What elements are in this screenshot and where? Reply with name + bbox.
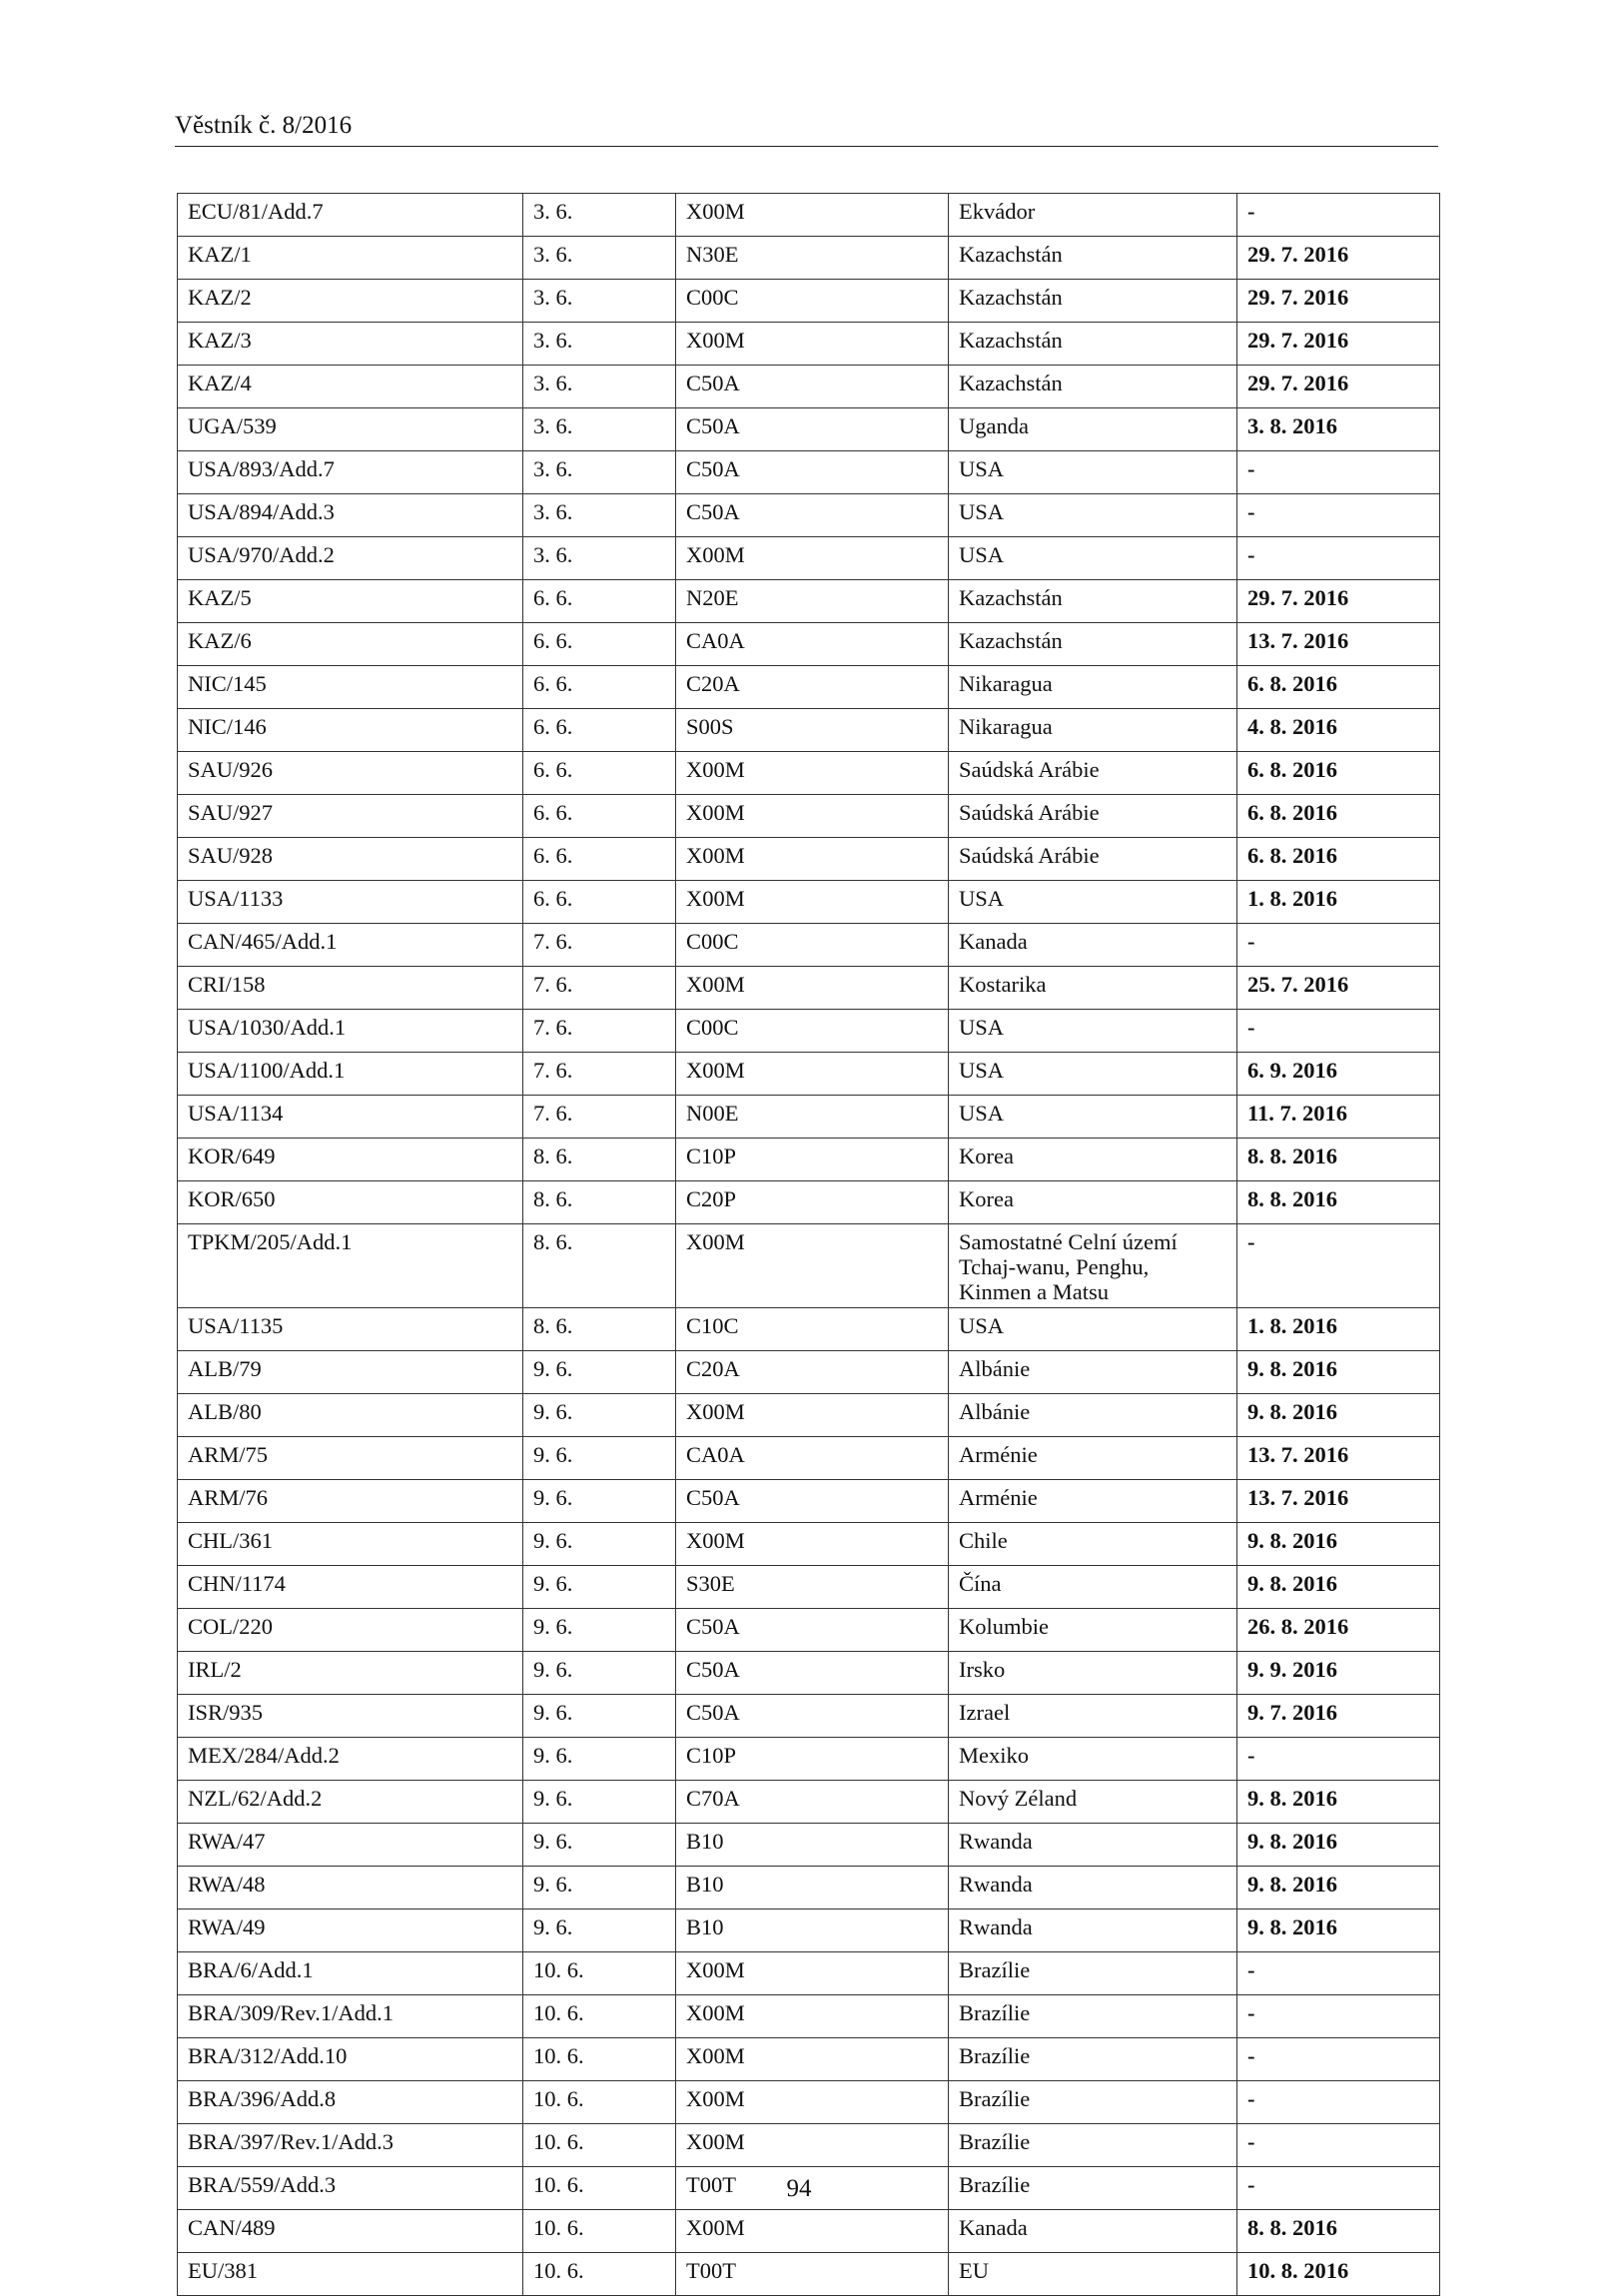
date-due-cell: 1. 8. 2016 <box>1237 881 1440 924</box>
date-received-cell: 9. 6. <box>523 1910 676 1952</box>
document-code-cell: CAN/465/Add.1 <box>178 924 523 967</box>
product-code-cell: X00M <box>676 1224 949 1308</box>
document-code-cell: NZL/62/Add.2 <box>178 1781 523 1824</box>
date-received-cell: 10. 6. <box>523 2253 676 2296</box>
country-cell: Brazílie <box>949 2124 1237 2167</box>
product-code-cell: C50A <box>676 494 949 537</box>
table-row <box>178 451 1440 494</box>
country-cell: Mexiko <box>949 1738 1237 1781</box>
document-code-cell: BRA/396/Add.8 <box>178 2081 523 2124</box>
date-due-cell: 9. 8. 2016 <box>1237 1867 1440 1910</box>
date-due-cell: 8. 8. 2016 <box>1237 1181 1440 1224</box>
table-row <box>178 366 1440 408</box>
table-row <box>178 1824 1440 1867</box>
date-due-cell: 9. 7. 2016 <box>1237 1695 1440 1738</box>
document-code-cell: SAU/926 <box>178 752 523 795</box>
date-due-cell: 26. 8. 2016 <box>1237 1609 1440 1652</box>
country-cell: Nový Zéland <box>949 1781 1237 1824</box>
date-due-cell: 29. 7. 2016 <box>1237 366 1440 408</box>
product-code-cell: C70A <box>676 1781 949 1824</box>
product-code-cell: T00T <box>676 2253 949 2296</box>
country-cell: Kostarika <box>949 967 1237 1010</box>
date-received-cell: 9. 6. <box>523 1609 676 1652</box>
table-row <box>178 838 1440 881</box>
product-code-cell: X00M <box>676 1952 949 1995</box>
country-cell: Brazílie <box>949 1952 1237 1995</box>
country-cell: Korea <box>949 1181 1237 1224</box>
date-received-cell: 3. 6. <box>523 280 676 323</box>
country-cell: Kazachstán <box>949 323 1237 366</box>
date-received-cell: 3. 6. <box>523 451 676 494</box>
country-cell: USA <box>949 451 1237 494</box>
date-due-cell: 29. 7. 2016 <box>1237 280 1440 323</box>
country-cell: USA <box>949 881 1237 924</box>
product-code-cell: X00M <box>676 1394 949 1437</box>
date-due-cell: - <box>1237 2167 1440 2210</box>
date-due-cell: 9. 9. 2016 <box>1237 1652 1440 1695</box>
date-received-cell: 7. 6. <box>523 924 676 967</box>
date-due-cell: - <box>1237 2038 1440 2081</box>
country-cell: Brazílie <box>949 2038 1237 2081</box>
date-due-cell: 6. 8. 2016 <box>1237 795 1440 838</box>
date-due-cell: 29. 7. 2016 <box>1237 237 1440 280</box>
country-cell: Samostatné Celní území Tchaj-wanu, Penghu, Kinmen a Matsu <box>949 1224 1237 1308</box>
date-due-cell: 8. 8. 2016 <box>1237 1139 1440 1181</box>
date-received-cell: 7. 6. <box>523 1010 676 1053</box>
document-code-cell: TPKM/205/Add.1 <box>178 1224 523 1308</box>
product-code-cell: C50A <box>676 1609 949 1652</box>
date-received-cell: 3. 6. <box>523 494 676 537</box>
table-row <box>178 237 1440 280</box>
table-row <box>178 408 1440 451</box>
product-code-cell: X00M <box>676 2210 949 2253</box>
date-received-cell: 9. 6. <box>523 1480 676 1523</box>
country-cell: Kazachstán <box>949 237 1237 280</box>
table-row <box>178 1224 1440 1308</box>
table-row <box>178 1652 1440 1695</box>
product-code-cell: X00M <box>676 194 949 237</box>
country-cell: USA <box>949 1010 1237 1053</box>
country-cell: Brazílie <box>949 2167 1237 2210</box>
document-code-cell: SAU/927 <box>178 795 523 838</box>
product-code-cell: X00M <box>676 967 949 1010</box>
country-cell: Brazílie <box>949 2081 1237 2124</box>
table-row <box>178 1437 1440 1480</box>
date-received-cell: 10. 6. <box>523 2210 676 2253</box>
date-received-cell: 9. 6. <box>523 1738 676 1781</box>
country-cell: Chile <box>949 1523 1237 1566</box>
country-cell: Kanada <box>949 2210 1237 2253</box>
date-due-cell: - <box>1237 2124 1440 2167</box>
table-row <box>178 1523 1440 1566</box>
table-row <box>178 1781 1440 1824</box>
date-due-cell: 9. 8. 2016 <box>1237 1910 1440 1952</box>
country-cell: USA <box>949 494 1237 537</box>
table-row <box>178 924 1440 967</box>
table-row <box>178 666 1440 709</box>
date-received-cell: 3. 6. <box>523 408 676 451</box>
date-received-cell: 9. 6. <box>523 1566 676 1609</box>
date-due-cell: - <box>1237 451 1440 494</box>
date-due-cell: 1. 8. 2016 <box>1237 1308 1440 1351</box>
date-received-cell: 3. 6. <box>523 323 676 366</box>
country-cell: Rwanda <box>949 1910 1237 1952</box>
document-code-cell: CRI/158 <box>178 967 523 1010</box>
bulletin-title: Věstník č. 8/2016 <box>175 112 353 139</box>
country-cell: Kolumbie <box>949 1609 1237 1652</box>
document-code-cell: USA/1100/Add.1 <box>178 1053 523 1096</box>
table-row <box>178 2210 1440 2253</box>
table-row <box>178 323 1440 366</box>
table-row <box>178 1995 1440 2038</box>
document-code-cell: KOR/649 <box>178 1139 523 1181</box>
product-code-cell: X00M <box>676 323 949 366</box>
country-cell: Kanada <box>949 924 1237 967</box>
document-code-cell: UGA/539 <box>178 408 523 451</box>
country-cell: Izrael <box>949 1695 1237 1738</box>
date-due-cell: 9. 8. 2016 <box>1237 1351 1440 1394</box>
table-row <box>178 494 1440 537</box>
notifications-table <box>177 193 1440 2296</box>
product-code-cell: X00M <box>676 795 949 838</box>
date-received-cell: 9. 6. <box>523 1695 676 1738</box>
product-code-cell: C20P <box>676 1181 949 1224</box>
date-received-cell: 10. 6. <box>523 2124 676 2167</box>
date-received-cell: 6. 6. <box>523 795 676 838</box>
date-due-cell: 4. 8. 2016 <box>1237 709 1440 752</box>
date-due-cell: 6. 8. 2016 <box>1237 752 1440 795</box>
date-received-cell: 10. 6. <box>523 1952 676 1995</box>
product-code-cell: C50A <box>676 408 949 451</box>
document-code-cell: KAZ/4 <box>178 366 523 408</box>
table-row <box>178 1139 1440 1181</box>
date-due-cell: 13. 7. 2016 <box>1237 1437 1440 1480</box>
table-row <box>178 1566 1440 1609</box>
country-cell: EU <box>949 2253 1237 2296</box>
table-row <box>178 1181 1440 1224</box>
document-code-cell: NIC/146 <box>178 709 523 752</box>
date-due-cell: 9. 8. 2016 <box>1237 1566 1440 1609</box>
table-row <box>178 795 1440 838</box>
table-row <box>178 881 1440 924</box>
date-due-cell: 29. 7. 2016 <box>1237 323 1440 366</box>
country-cell: USA <box>949 537 1237 580</box>
document-code-cell: ALB/80 <box>178 1394 523 1437</box>
document-code-cell: RWA/47 <box>178 1824 523 1867</box>
product-code-cell: X00M <box>676 537 949 580</box>
product-code-cell: S00S <box>676 709 949 752</box>
country-cell: Albánie <box>949 1351 1237 1394</box>
document-code-cell: ECU/81/Add.7 <box>178 194 523 237</box>
country-cell: Arménie <box>949 1480 1237 1523</box>
table-row <box>178 1394 1440 1437</box>
document-code-cell: USA/894/Add.3 <box>178 494 523 537</box>
date-received-cell: 7. 6. <box>523 1096 676 1139</box>
document-code-cell: ARM/76 <box>178 1480 523 1523</box>
country-cell: USA <box>949 1308 1237 1351</box>
table-row <box>178 709 1440 752</box>
product-code-cell: C20A <box>676 666 949 709</box>
product-code-cell: X00M <box>676 1523 949 1566</box>
product-code-cell: X00M <box>676 2124 949 2167</box>
country-cell: Brazílie <box>949 1995 1237 2038</box>
document-code-cell: CHL/361 <box>178 1523 523 1566</box>
product-code-cell: X00M <box>676 838 949 881</box>
document-code-cell: USA/1134 <box>178 1096 523 1139</box>
country-cell: Irsko <box>949 1652 1237 1695</box>
product-code-cell: C00C <box>676 924 949 967</box>
country-cell: Ekvádor <box>949 194 1237 237</box>
document-code-cell: BRA/397/Rev.1/Add.3 <box>178 2124 523 2167</box>
country-cell: Kazachstán <box>949 580 1237 623</box>
document-code-cell: KAZ/3 <box>178 323 523 366</box>
date-received-cell: 9. 6. <box>523 1867 676 1910</box>
table-row <box>178 623 1440 666</box>
date-received-cell: 3. 6. <box>523 194 676 237</box>
table-row <box>178 1351 1440 1394</box>
date-due-cell: - <box>1237 194 1440 237</box>
document-code-cell: NIC/145 <box>178 666 523 709</box>
document-code-cell: CAN/489 <box>178 2210 523 2253</box>
product-code-cell: N00E <box>676 1096 949 1139</box>
date-due-cell: - <box>1237 494 1440 537</box>
date-due-cell: 6. 9. 2016 <box>1237 1053 1440 1096</box>
product-code-cell: C50A <box>676 1695 949 1738</box>
date-due-cell: - <box>1237 1995 1440 2038</box>
table-row <box>178 580 1440 623</box>
document-code-cell: BRA/309/Rev.1/Add.1 <box>178 1995 523 2038</box>
product-code-cell: N20E <box>676 580 949 623</box>
product-code-cell: B10 <box>676 1824 949 1867</box>
product-code-cell: X00M <box>676 2038 949 2081</box>
date-received-cell: 9. 6. <box>523 1652 676 1695</box>
document-code-cell: BRA/559/Add.3 <box>178 2167 523 2210</box>
date-received-cell: 6. 6. <box>523 580 676 623</box>
document-code-cell: ALB/79 <box>178 1351 523 1394</box>
product-code-cell: X00M <box>676 2081 949 2124</box>
date-due-cell: 25. 7. 2016 <box>1237 967 1440 1010</box>
document-code-cell: RWA/48 <box>178 1867 523 1910</box>
date-due-cell: - <box>1237 2081 1440 2124</box>
date-received-cell: 10. 6. <box>523 2167 676 2210</box>
country-cell: Kazachstán <box>949 623 1237 666</box>
country-cell: Kazachstán <box>949 366 1237 408</box>
date-received-cell: 3. 6. <box>523 366 676 408</box>
country-cell: Saúdská Arábie <box>949 838 1237 881</box>
date-due-cell: 9. 8. 2016 <box>1237 1781 1440 1824</box>
document-code-cell: USA/1030/Add.1 <box>178 1010 523 1053</box>
country-cell: Uganda <box>949 408 1237 451</box>
date-received-cell: 6. 6. <box>523 838 676 881</box>
document-code-cell: BRA/312/Add.10 <box>178 2038 523 2081</box>
table-row <box>178 1952 1440 1995</box>
date-received-cell: 8. 6. <box>523 1139 676 1181</box>
date-received-cell: 8. 6. <box>523 1224 676 1308</box>
product-code-cell: X00M <box>676 1995 949 2038</box>
country-cell: Saúdská Arábie <box>949 752 1237 795</box>
document-code-cell: KAZ/5 <box>178 580 523 623</box>
product-code-cell: C50A <box>676 451 949 494</box>
date-due-cell: 29. 7. 2016 <box>1237 580 1440 623</box>
document-code-cell: ARM/75 <box>178 1437 523 1480</box>
date-due-cell: 8. 8. 2016 <box>1237 2210 1440 2253</box>
date-due-cell: - <box>1237 537 1440 580</box>
country-cell: Rwanda <box>949 1824 1237 1867</box>
date-received-cell: 9. 6. <box>523 1824 676 1867</box>
table-row <box>178 1480 1440 1523</box>
table-row <box>178 1695 1440 1738</box>
document-code-cell: USA/893/Add.7 <box>178 451 523 494</box>
product-code-cell: C00C <box>676 1010 949 1053</box>
date-received-cell: 3. 6. <box>523 237 676 280</box>
table-row <box>178 2253 1440 2296</box>
date-received-cell: 9. 6. <box>523 1351 676 1394</box>
table-row <box>178 1910 1440 1952</box>
date-received-cell: 6. 6. <box>523 881 676 924</box>
table-row <box>178 1738 1440 1781</box>
country-cell: USA <box>949 1053 1237 1096</box>
date-due-cell: 9. 8. 2016 <box>1237 1523 1440 1566</box>
date-due-cell: - <box>1237 1952 1440 1995</box>
date-due-cell: - <box>1237 924 1440 967</box>
document-code-cell: KAZ/2 <box>178 280 523 323</box>
product-code-cell: B10 <box>676 1867 949 1910</box>
date-due-cell: 13. 7. 2016 <box>1237 623 1440 666</box>
document-code-cell: USA/970/Add.2 <box>178 537 523 580</box>
country-cell: Nikaragua <box>949 666 1237 709</box>
date-received-cell: 9. 6. <box>523 1781 676 1824</box>
document-code-cell: EU/381 <box>178 2253 523 2296</box>
product-code-cell: X00M <box>676 752 949 795</box>
document-code-cell: CHN/1174 <box>178 1566 523 1609</box>
product-code-cell: CA0A <box>676 623 949 666</box>
page-number: 94 <box>786 2175 812 2202</box>
country-cell: Kazachstán <box>949 280 1237 323</box>
date-received-cell: 6. 6. <box>523 752 676 795</box>
date-received-cell: 9. 6. <box>523 1394 676 1437</box>
product-code-cell: C50A <box>676 366 949 408</box>
date-due-cell: 9. 8. 2016 <box>1237 1394 1440 1437</box>
date-received-cell: 3. 6. <box>523 537 676 580</box>
product-code-cell: X00M <box>676 1053 949 1096</box>
product-code-cell: N30E <box>676 237 949 280</box>
date-received-cell: 8. 6. <box>523 1181 676 1224</box>
country-cell: Saúdská Arábie <box>949 795 1237 838</box>
document-code-cell: BRA/6/Add.1 <box>178 1952 523 1995</box>
product-code-cell: B10 <box>676 1910 949 1952</box>
country-cell: Rwanda <box>949 1867 1237 1910</box>
date-received-cell: 6. 6. <box>523 709 676 752</box>
table-row <box>178 2124 1440 2167</box>
table-row <box>178 2038 1440 2081</box>
document-code-cell: RWA/49 <box>178 1910 523 1952</box>
product-code-cell: C10P <box>676 1139 949 1181</box>
product-code-cell: C50A <box>676 1480 949 1523</box>
product-code-cell: C20A <box>676 1351 949 1394</box>
date-received-cell: 9. 6. <box>523 1523 676 1566</box>
table-row <box>178 967 1440 1010</box>
table-row <box>178 1010 1440 1053</box>
date-received-cell: 7. 6. <box>523 967 676 1010</box>
document-code-cell: KAZ/6 <box>178 623 523 666</box>
table-row <box>178 1096 1440 1139</box>
product-code-cell: C50A <box>676 1652 949 1695</box>
table-row <box>178 1308 1440 1351</box>
date-received-cell: 7. 6. <box>523 1053 676 1096</box>
document-code-cell: ISR/935 <box>178 1695 523 1738</box>
table-row <box>178 194 1440 237</box>
document-code-cell: IRL/2 <box>178 1652 523 1695</box>
date-due-cell: 9. 8. 2016 <box>1237 1824 1440 1867</box>
date-received-cell: 10. 6. <box>523 1995 676 2038</box>
date-due-cell: 13. 7. 2016 <box>1237 1480 1440 1523</box>
country-cell: Albánie <box>949 1394 1237 1437</box>
date-due-cell: 10. 8. 2016 <box>1237 2253 1440 2296</box>
notifications-table-body <box>178 194 1440 2296</box>
country-cell: Nikaragua <box>949 709 1237 752</box>
table-row <box>178 1053 1440 1096</box>
product-code-cell: C00C <box>676 280 949 323</box>
date-due-cell: - <box>1237 1224 1440 1308</box>
date-received-cell: 6. 6. <box>523 666 676 709</box>
table-row <box>178 1609 1440 1652</box>
date-received-cell: 10. 6. <box>523 2081 676 2124</box>
date-due-cell: - <box>1237 1010 1440 1053</box>
date-due-cell: 6. 8. 2016 <box>1237 666 1440 709</box>
product-code-cell: C10P <box>676 1738 949 1781</box>
date-due-cell: - <box>1237 1738 1440 1781</box>
document-code-cell: SAU/928 <box>178 838 523 881</box>
product-code-cell: S30E <box>676 1566 949 1609</box>
date-due-cell: 11. 7. 2016 <box>1237 1096 1440 1139</box>
table-row <box>178 2081 1440 2124</box>
product-code-cell: CA0A <box>676 1437 949 1480</box>
country-cell: USA <box>949 1096 1237 1139</box>
page-header <box>175 112 1438 147</box>
product-code-cell: C10C <box>676 1308 949 1351</box>
document-code-cell: USA/1135 <box>178 1308 523 1351</box>
country-cell: Korea <box>949 1139 1237 1181</box>
document-code-cell: MEX/284/Add.2 <box>178 1738 523 1781</box>
date-received-cell: 9. 6. <box>523 1437 676 1480</box>
product-code-cell: T00T <box>676 2167 949 2210</box>
table-row <box>178 280 1440 323</box>
document-code-cell: USA/1133 <box>178 881 523 924</box>
document-code-cell: KOR/650 <box>178 1181 523 1224</box>
table-row <box>178 752 1440 795</box>
date-due-cell: 6. 8. 2016 <box>1237 838 1440 881</box>
product-code-cell: X00M <box>676 881 949 924</box>
country-cell: Čína <box>949 1566 1237 1609</box>
date-due-cell: 3. 8. 2016 <box>1237 408 1440 451</box>
table-row <box>178 537 1440 580</box>
document-code-cell: COL/220 <box>178 1609 523 1652</box>
country-cell: Arménie <box>949 1437 1237 1480</box>
date-received-cell: 8. 6. <box>523 1308 676 1351</box>
date-received-cell: 6. 6. <box>523 623 676 666</box>
date-received-cell: 10. 6. <box>523 2038 676 2081</box>
document-code-cell: KAZ/1 <box>178 237 523 280</box>
table-row <box>178 1867 1440 1910</box>
